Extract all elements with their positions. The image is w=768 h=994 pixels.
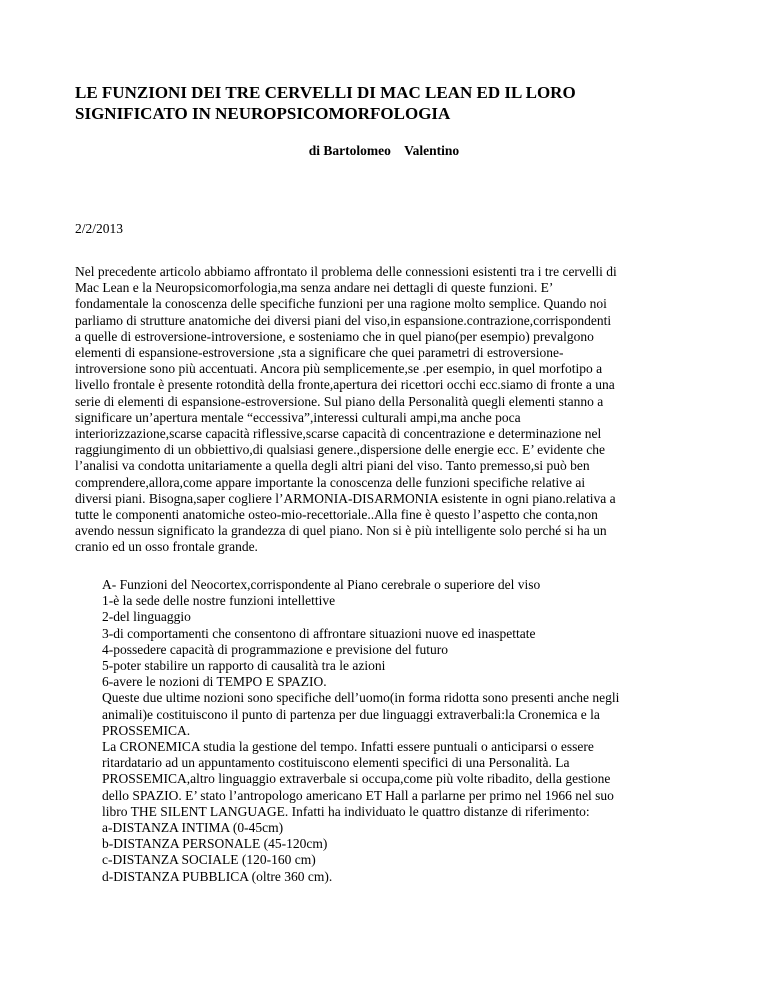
section-line: d-DISTANZA PUBBLICA (oltre 360 cm). xyxy=(102,868,333,884)
intro-line: raggiungimento di un obbiettivo,di qualsiasi genere.,dispersione delle energie ecc. E’ evidente che xyxy=(75,442,605,458)
title-line: SIGNIFICATO IN NEUROPSICOMORFOLOGIA xyxy=(75,104,451,123)
section-line: 4-possedere capacità di programmazione e previsione del futuro xyxy=(102,641,448,657)
intro-line: Mac Lean e la Neuropsicomorfologia,ma senza andare nei dettagli di queste funzioni. E’ xyxy=(75,280,554,296)
intro-line: serie di elementi di espansione-estroversione. Sul piano della Personalità quegli elementi stanno a xyxy=(75,393,604,409)
section-line: PROSSEMICA. xyxy=(102,722,191,738)
intro-line: significare un’apertura mentale “eccessiva”,interessi culturali ampi,ma anche poca xyxy=(75,409,521,425)
section-line: ritardatario ad un appuntamento costituiscono elementi specifici di una Personalità. La xyxy=(102,755,570,771)
intro-line: elementi di espansione-estroversione ,sta a significare che quei parametri di estroversione- xyxy=(75,345,564,361)
section-line: c-DISTANZA SOCIALE (120-160 cm) xyxy=(102,852,316,868)
intro-line: diversi piani. Bisogna,saper cogliere l’ARMONIA-DISARMONIA esistente in ogni piano.relativa a xyxy=(75,490,616,506)
section-line: Queste due ultime nozioni sono specifiche dell’uomo(in forma ridotta sono presenti anche negli xyxy=(102,690,620,706)
section-line: 5-poter stabilire un rapporto di causalità tra le azioni xyxy=(102,658,386,674)
intro-line: fondamentale la conoscenza delle specifiche funzioni per una ragione molto semplice. Quando noi xyxy=(75,296,607,312)
section-line: A- Funzioni del Neocortex,corrispondente al Piano cerebrale o superiore del viso xyxy=(102,577,541,592)
section-line: 3-di comportamenti che consentono di affrontare situazioni nuove ed inaspettate xyxy=(102,625,536,641)
section-line: animali)e costituiscono il punto di partenza per due linguaggi extraverbali:la Cronemica e la xyxy=(102,706,600,722)
intro-line: cranio ed un osso frontale grande. xyxy=(75,539,258,555)
section-line: a-DISTANZA INTIMA (0-45cm) xyxy=(102,820,284,836)
intro-paragraph xyxy=(75,264,705,556)
document-date: 2/2/2013 xyxy=(75,221,124,236)
intro-line: interiorizzazione,scarse capacità riflessive,scarse capacità di concentrazione e determinazione nel xyxy=(75,426,602,442)
author-byline xyxy=(0,143,768,159)
neocortex-section xyxy=(102,577,742,885)
intro-line: introversione sono più accentuati. Ancora più semplicemente,se .per esempio, in quel morfotipo a xyxy=(75,361,603,377)
intro-line: livello frontale è presente rotondità della fronte,apertura dei ricettori occhi ecc.siamo di fronte a una xyxy=(75,377,615,393)
intro-line: a quelle di estroversione-introversione, e sosteniamo che in quel piano(per esempio) prevalgono xyxy=(75,328,594,344)
section-line: La CRONEMICA studia la gestione del tempo. Infatti essere puntuali o anticiparsi o essere xyxy=(102,739,594,755)
section-line: PROSSEMICA,altro linguaggio extraverbale si occupa,come più volte ribadito, della gestione xyxy=(102,771,611,787)
document-title xyxy=(75,82,715,124)
section-line: 1-è la sede delle nostre funzioni intellettive xyxy=(102,593,336,609)
section-line: libro THE SILENT LANGUAGE. Infatti ha individuato le quattro distanze di riferimento: xyxy=(102,803,590,819)
intro-line: l’analisi va condotta unitariamente a quella degli altri piani del viso. Tanto premesso,si può ben xyxy=(75,458,590,474)
intro-line: parliamo di strutture anatomiche dei diversi piani del viso,in espansione.contrazione,corrispondenti xyxy=(75,312,612,328)
intro-line: tutte le componenti anatomiche osteo-mio-recettoriale..Alla fine è questo l’aspetto che conta,non xyxy=(75,507,598,523)
intro-line: comprendere,allora,come appare importante la conoscenza delle funzioni specifiche relative ai xyxy=(75,474,586,490)
intro-line: Nel precedente articolo abbiamo affrontato il problema delle connessioni esistenti tra i tre cervelli di xyxy=(75,264,617,279)
title-line: LE FUNZIONI DEI TRE CERVELLI DI MAC LEAN ED IL LORO xyxy=(75,83,576,102)
intro-line: avendo nessun significato la grandezza di quel piano. Non si è più intelligente solo perché si ha un xyxy=(75,523,607,539)
author-name: di Bartolomeo Valentino xyxy=(308,143,460,158)
section-line: dello SPAZIO. E’ stato l’antropologo americano ET Hall a parlarne per primo nel 1966 nel suo xyxy=(102,787,614,803)
section-line: 6-avere le nozioni di TEMPO E SPAZIO. xyxy=(102,674,327,690)
section-line: b-DISTANZA PERSONALE (45-120cm) xyxy=(102,836,328,852)
section-line: 2-del linguaggio xyxy=(102,609,191,625)
